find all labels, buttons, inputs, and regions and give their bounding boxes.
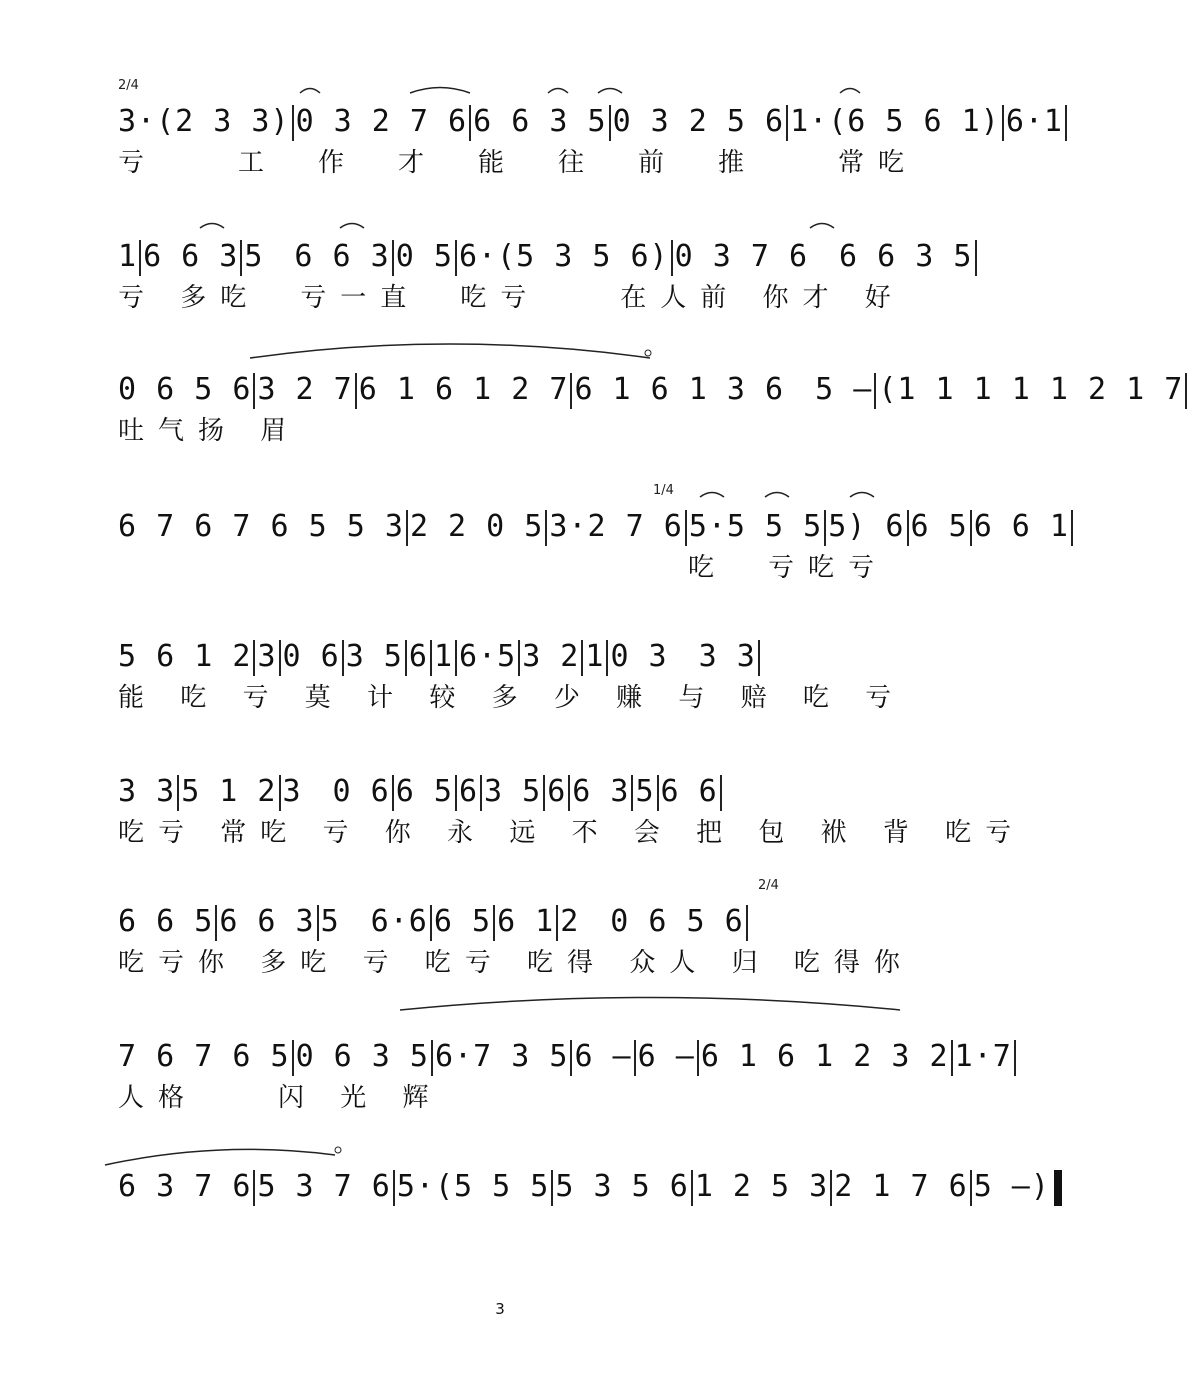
measure: 0 6: [282, 639, 340, 674]
notation-line: [118, 770, 894, 814]
barline: [634, 1040, 636, 1076]
measure: 6 6 3 5: [473, 104, 607, 139]
barline: [215, 905, 217, 941]
slur: [300, 89, 320, 94]
barline: [697, 1040, 699, 1076]
measure: 5: [635, 774, 655, 809]
measure: 1·7: [954, 1039, 1012, 1074]
barline: [657, 775, 659, 811]
barline: [279, 775, 281, 811]
barline: [691, 1170, 693, 1206]
barline: [786, 105, 788, 141]
measure: 7 6 7 6 5: [118, 1039, 290, 1074]
lyrics-line: 吃亏你 多吃 亏 吃亏 吃得 众人 归 吃得你: [118, 948, 914, 978]
slur: [200, 224, 224, 229]
barline: [455, 640, 457, 676]
measure: 1: [585, 639, 605, 674]
slur: [840, 89, 860, 94]
barline: [253, 1170, 255, 1206]
barline: [970, 1170, 972, 1206]
barline: [405, 640, 407, 676]
barline: [493, 905, 495, 941]
notation-line: [118, 100, 1063, 144]
lyrics-line: 能 吃 亏 莫 计 较 多 少 赚 与 赔 吃 亏: [118, 683, 906, 713]
slur: [850, 493, 874, 498]
barline: [139, 240, 141, 276]
measure: 6: [408, 639, 428, 674]
measure: 5·5 5 5: [688, 509, 823, 544]
score-system-1: [118, 78, 1063, 210]
barline: [455, 775, 457, 811]
measure: 6 3: [572, 774, 630, 809]
measure: 6: [458, 774, 478, 809]
barline: [551, 1170, 553, 1206]
slur: [410, 88, 470, 94]
barline: [631, 775, 633, 811]
barline: [253, 640, 255, 676]
measure: 3·(2 3 3): [118, 104, 290, 139]
measure: 2 0 6 5 6: [560, 904, 744, 939]
barline: [568, 775, 570, 811]
measure: 6 –: [574, 1039, 632, 1074]
page-number: 3: [495, 1300, 505, 1318]
lyrics-line: [118, 1211, 894, 1245]
barline: [455, 240, 457, 276]
barline: [177, 775, 179, 811]
barline: [720, 775, 722, 811]
measure: 0 6 3 5: [295, 1039, 429, 1074]
measure: 6 7 6 7 6 5 5 3: [118, 509, 404, 544]
barline: [830, 1170, 832, 1206]
measure: 3 2 7: [257, 372, 353, 407]
measure: 0 5: [395, 239, 453, 274]
barline: [355, 373, 357, 409]
score-system-9: [118, 1165, 1050, 1275]
fermata: [645, 350, 651, 356]
barline: [342, 640, 344, 676]
barline: [951, 1040, 953, 1076]
lyrics-line: 人格 闪 光 辉: [118, 1083, 443, 1113]
barline: [570, 1040, 572, 1076]
barline: [543, 775, 545, 811]
measure: 6 1 6 1 2 3 2: [700, 1039, 949, 1074]
measure: 0 6 5 6: [118, 372, 252, 407]
barline: [609, 105, 611, 141]
lyrics-line: 吐气扬 眉: [118, 416, 301, 446]
measure: 5 6 6 3: [244, 239, 390, 274]
measure: 6 –: [637, 1039, 695, 1074]
measure: 6 5: [433, 904, 492, 939]
notation-line: [118, 235, 973, 279]
score-system-7: [118, 878, 914, 1010]
measure: 3 3: [118, 774, 176, 809]
notation-line: [118, 900, 894, 944]
measure: 6·5: [459, 639, 517, 674]
barline: [392, 240, 394, 276]
barline: [469, 105, 471, 141]
measure: 3 0 6: [282, 774, 390, 809]
measure: 3·2 7 6: [549, 509, 683, 544]
measure: 6 5: [395, 774, 453, 809]
slur: [700, 493, 724, 498]
score-system-8: [118, 1035, 1012, 1145]
barline: [824, 510, 826, 546]
barline: [975, 240, 977, 276]
barline: [1014, 1040, 1016, 1076]
measure: 2 2 0 5: [409, 509, 544, 544]
measure: 6: [547, 774, 567, 809]
measure: 6 6 3: [143, 239, 239, 274]
measure: 6 6 5: [118, 904, 214, 939]
measure: 1: [118, 239, 138, 274]
measure: 0 3 2 5 6: [612, 104, 785, 139]
notation-line: [118, 635, 894, 679]
notation-line: [118, 1035, 1012, 1079]
measure: 6 1 6 1 3 6 5 –: [574, 372, 873, 407]
time-signature: 2/4: [118, 78, 139, 93]
measure: 1·(6 5 6 1): [790, 104, 1000, 139]
phrase-slur: [250, 344, 650, 358]
barline: [393, 1170, 395, 1206]
barline: [874, 373, 876, 409]
time-signature: 1/4: [653, 483, 674, 498]
measure: 6 1: [497, 904, 555, 939]
fermata: [335, 1147, 341, 1153]
slur: [340, 224, 364, 229]
notation-line: [118, 505, 1069, 549]
score-system-5: [118, 635, 906, 745]
slur: [548, 89, 568, 94]
measure: 1: [433, 639, 453, 674]
measure: 6 3 7 6: [118, 1169, 252, 1204]
barline: [253, 373, 255, 409]
barline: [758, 640, 760, 676]
score-system-2: [118, 235, 973, 345]
barline: [240, 240, 242, 276]
measure: 3: [257, 639, 277, 674]
notation-line: [118, 368, 1184, 412]
barline: [431, 1040, 433, 1076]
lyrics-line: 亏 工 作 才 能 往 前 推 常吃: [118, 148, 919, 178]
lyrics-line: 吃 亏吃亏: [688, 553, 889, 583]
measure: 3 2: [522, 639, 580, 674]
measure: 5 3 5 6: [555, 1169, 689, 1204]
measure: 6·7 3 5: [435, 1039, 569, 1074]
barline: [581, 640, 583, 676]
barline: [545, 510, 547, 546]
final-barline: [1054, 1170, 1062, 1206]
measure: 6 6: [660, 774, 718, 809]
slur: [598, 89, 622, 94]
barline: [406, 510, 408, 546]
barline: [1185, 373, 1187, 409]
measure: 3 5: [345, 639, 403, 674]
barline: [292, 105, 294, 141]
measure: 5 –): [973, 1169, 1050, 1204]
measure: 5 6 1 2: [118, 639, 252, 674]
measure: 6 6 1: [973, 509, 1069, 544]
lyrics-line: 亏 多吃 亏一直 吃亏 在人前 你才 好: [118, 283, 905, 313]
barline: [671, 240, 673, 276]
slur: [810, 224, 834, 229]
measure: 5 6·6: [320, 904, 428, 939]
measure: 2 1 7 6: [834, 1169, 968, 1204]
barline: [746, 905, 748, 941]
time-signature: 2/4: [758, 878, 779, 893]
barline: [1065, 105, 1067, 141]
barline: [430, 905, 432, 941]
barline: [430, 640, 432, 676]
barline: [570, 373, 572, 409]
barline: [518, 640, 520, 676]
measure: 5·(5 5 5: [396, 1169, 550, 1204]
measure: 0 3 3 3: [610, 639, 756, 674]
barline: [1002, 105, 1004, 141]
barline: [970, 510, 972, 546]
measure: 6 6 3: [219, 904, 315, 939]
measure: 6 5: [910, 509, 968, 544]
score-system-4: [118, 483, 1069, 615]
measure: 5) 6: [828, 509, 905, 544]
measure: 3 5: [484, 774, 542, 809]
measure: 5 1 2: [181, 774, 277, 809]
measure: (1 1 1 1 1 2 1 7: [878, 372, 1184, 407]
barline: [685, 510, 687, 546]
barline: [279, 640, 281, 676]
slur: [765, 493, 789, 498]
phrase-slur: [105, 1149, 335, 1165]
barline: [480, 775, 482, 811]
barline: [556, 905, 558, 941]
score-system-6: [118, 770, 1026, 880]
barline: [907, 510, 909, 546]
measure: 0 3 7 6 6 6 3 5: [674, 239, 973, 274]
measure: 6·1: [1005, 104, 1063, 139]
measure: 5 3 7 6: [257, 1169, 391, 1204]
barline: [292, 1040, 294, 1076]
barline: [1071, 510, 1073, 546]
barline: [392, 775, 394, 811]
barline: [606, 640, 608, 676]
measure: 1 2 5 3: [694, 1169, 829, 1204]
notation-line: [118, 1165, 1050, 1209]
measure: 0 3 2 7 6: [295, 104, 468, 139]
score-system-3: [118, 368, 1184, 478]
lyrics-line: 吃亏 常吃 亏 你 永 远 不 会 把 包 袱 背 吃亏: [118, 818, 1026, 848]
measure: 6·(5 3 5 6): [458, 239, 669, 274]
measure: 6 1 6 1 2 7: [358, 372, 569, 407]
barline: [317, 905, 319, 941]
